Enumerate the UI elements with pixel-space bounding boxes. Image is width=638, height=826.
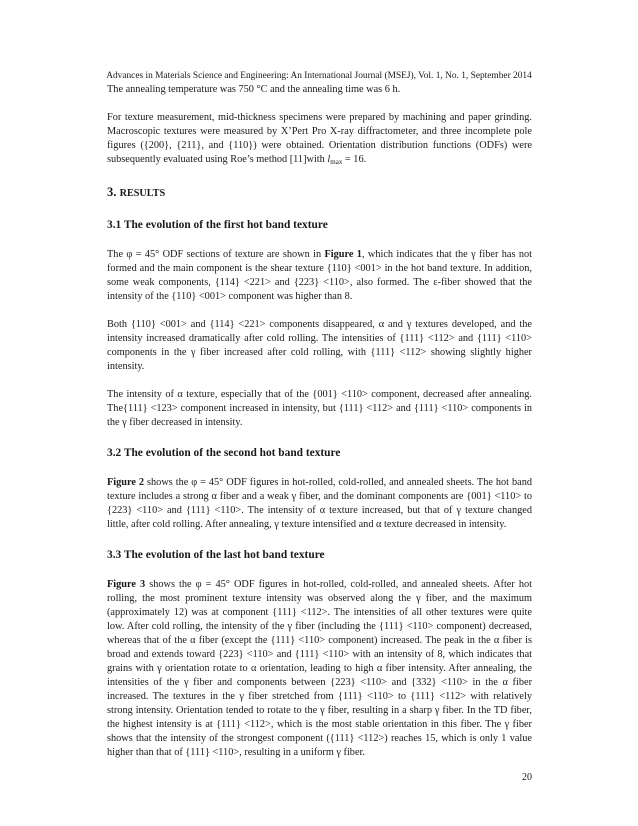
subsection-heading-3-3: 3.3 The evolution of the last hot band texture xyxy=(107,549,325,561)
paragraph-annealing: The annealing temperature was 750 °C and the annealing time was 6 h. xyxy=(107,84,401,95)
text-span: shows the φ = 45° ODF figures in hot-rolled, cold-rolled, and annealed sheets. The hot band texture includes a strong α fiber and a weak γ fiber, and the dominant components are {001} <110> to {223} <110> and {111} <110>. The intensity of α texture increased, but that of γ texture changed little, after cold rolling. After annealing, γ texture intensified and α texture decreased in intensity. xyxy=(107,477,532,530)
section-heading-results xyxy=(107,184,532,202)
paragraph-3-3 xyxy=(107,578,532,760)
figure-3-ref: Figure 3 xyxy=(107,579,146,590)
paragraph-3-2 xyxy=(107,476,532,532)
article-body xyxy=(107,83,532,760)
text-span: , which indicates that the γ fiber has not formed and the main component is the shear texture {110} <001> in the hot band texture. In addition, some weak components, {114} <221> and {223} <110>, also formed. The ε-fiber showed that the intensity of the {110} <001> component was higher than 8. xyxy=(107,249,532,302)
text-span: shows the φ = 45° ODF figures in hot-rolled, cold-rolled, and annealed sheets. After hot rolling, the most prominent texture intensity was observed along the γ fiber, and the maximum (approximately 12) was at component {111} <112>. The intensities of all other textures were quite low. After cold rolling, the intensity of the γ fiber (including the {111} <110> component) decreased, whereas that of the α fiber (except the {111} <110> component) increased. The peak in the α fiber is broad and extends toward {223} <110> and {111} <110> with an intensity of 8, which indicates that grains with γ orientation rotate to α orientation, leading to high α fiber intensity. After annealing, the intensities of the γ fiber and components between {223} <110> and {332} <110> in the α fiber increased. The textures in the γ fiber stretched from {111} <110> to {111} <112> with relatively strong intensity. Orientation tended to rotate to the γ fiber, resulting in a sharp γ fiber. In the TD fiber, the highest intensity is at {111} <112>, which is the most stable orientation in this fiber. The γ fiber shows that the intensity of the strongest component ({111} <112>) reaches 15, which is only 1 value higher than that of {111} <110>, resulting in a uniform γ fiber. xyxy=(107,579,533,758)
l-max-subscript: max xyxy=(330,158,343,166)
text-span: The φ = 45° ODF sections of texture are shown in xyxy=(107,249,325,260)
paragraph-3-1-a xyxy=(107,248,532,304)
subsection-heading-3-1: 3.1 The evolution of the first hot band texture xyxy=(107,219,328,231)
paragraph-3-1-c: The intensity of α texture, especially that of the {001} <110> component, decreased after annealing. The{111} <123> component increased in intensity, but {111} <112> and {111} <110> components in the γ fiber decreased in intensity. xyxy=(107,389,532,428)
section-title: RESULTS xyxy=(119,188,166,199)
page-number: 20 xyxy=(522,772,532,783)
texture-text: For texture measurement, mid-thickness specimens were prepared by machining and paper grinding. Macroscopic textures were measured by X’Pert Pro X-ray diffractometer, and three incomplete pole figures ({200}, {211}, and {110}) were obtained. Orientation distribution functions (ODFs) were subsequently evaluated using Roe’s method [11]with xyxy=(107,112,532,165)
running-header: Advances in Materials Science and Engineering: An International Journal (MSEJ), Vol. 1, No. 1, September 2014 xyxy=(106,71,532,81)
figure-1-ref: Figure 1 xyxy=(324,249,362,260)
figure-2-ref: Figure 2 xyxy=(107,477,145,488)
subsection-heading-3-2: 3.2 The evolution of the second hot band texture xyxy=(107,447,341,459)
texture-tail: = 16. xyxy=(342,154,367,165)
paragraph-texture-measurement xyxy=(107,111,532,167)
section-number: 3. xyxy=(107,185,117,199)
paragraph-3-1-b: Both {110} <001> and {114} <221> components disappeared, α and γ textures developed, and the intensity increased dramatically after cold rolling. The intensities of {111} <112> and {111} <110> components in the γ fiber increased after cold rolling, with {111} <112> showing slightly higher intensity. xyxy=(107,319,532,372)
l-max-symbol: l xyxy=(327,154,331,165)
